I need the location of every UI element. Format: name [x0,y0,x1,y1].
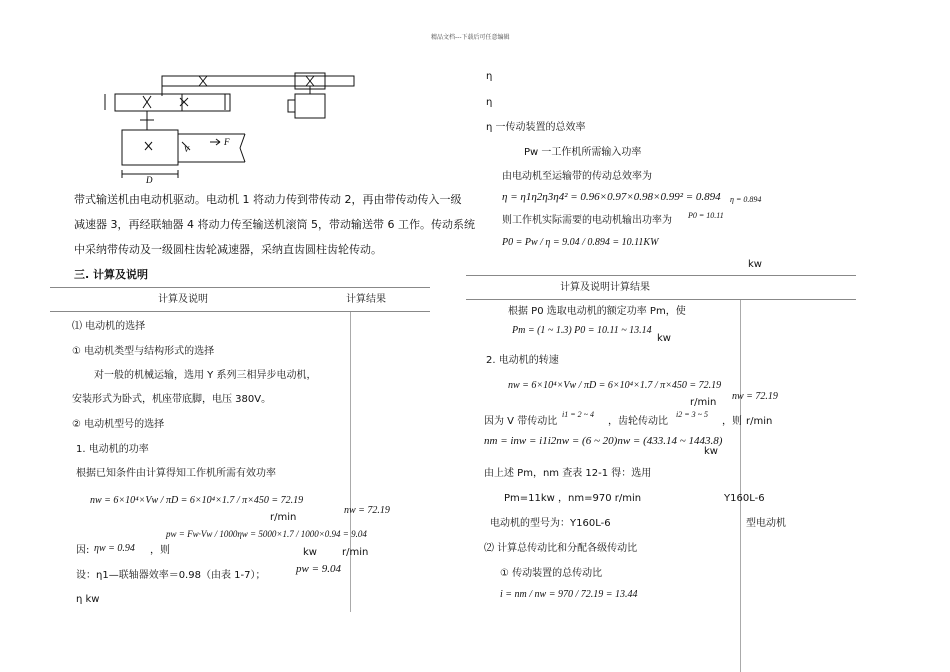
ratio-text-1: 因为 V 带传动比 [484,416,558,427]
total-ratio-heading: ① 传动装置的总传动比 [500,568,603,579]
formula-pw: pw = Fw·Vw / 1000ηw = 5000×1.7 / 1000×0.94 = 9.04 [166,529,367,539]
col-header-calc: 计算及说明 [158,294,208,305]
selected-model-result: Y160L-6 [724,493,765,504]
formula-nw-2: nw = 6×10⁴×Vw / πD = 6×10⁴×1.7 / π×450 = 72.19 [508,380,722,391]
intro-para-line-2: 减速器 3，再经联轴器 4 将动力传至输送机滚筒 5，带动输送带 6 工作。传动系统 [74,218,475,231]
col-header-result: 计算结果 [346,294,386,305]
diameter-label: D [146,175,153,184]
ratio-text-2: ，齿轮传动比 [608,416,668,427]
coupling-efficiency: 设：η1—联轴器效率＝0.98（由表 1-7）； [76,570,266,581]
motor-selection: ⑴ 电动机的选择 [72,321,146,332]
result-p0: P0 = 10.11 [688,211,724,220]
motor-type-text-2: 安装形式为卧式，机座带底脚，电压 380V。 [72,394,272,405]
selection-text: 由上述 Pm，nm 查表 12-1 得：选用 [484,468,652,479]
right-col-header: 计算及说明计算结果 [560,282,650,293]
transmission-diagram [100,72,360,184]
unit-rmin-4: r/min [746,416,773,427]
right-table-header-rule [466,299,856,300]
column-divider-left [350,312,351,612]
rated-power-text: 根据 P0 选取电动机的额定功率 Pm，使 [508,306,686,317]
intro-para-line-3: 中采纳带传动及一级圆柱齿轮减速器，采纳直齿圆柱齿轮传动。 [74,243,382,256]
selected-specs: Pm=11kw ，nm=970 r/min [504,493,642,504]
pw-definition: Pw 一工作机所需输入功率 [524,147,642,158]
motor-type-text-1: 对一般的机械运输，选用 Y 系列三相异步电动机， [94,370,317,381]
intro-para-line-1: 带式输送机由电动机驱动。电动机 1 将动力传到带传动 2，再由带传动传入一级 [74,193,462,206]
eta-kw: η kw [76,594,100,605]
output-power-intro: 则工作机实际需要的电动机输出功率为 [502,215,672,226]
unit-kw-3: kw [657,333,671,344]
result-pw: pw = 9.04 [296,563,342,575]
gear-ratio: i2 = 3 ~ 5 [676,410,708,419]
motor-type-heading: ① 电动机类型与结构形式的选择 [72,346,215,357]
ratio-text-3: ，则 [722,416,742,427]
result-eta: η = 0.894 [730,195,762,204]
result-nw: nw = 72.19 [344,505,390,516]
section-heading: 三. 计算及说明 [74,268,149,281]
unit-kw-4: kw [704,446,718,457]
result-nw-2: nw = 72.19 [732,391,778,402]
motor-speed-heading: 2. 电动机的转速 [486,355,559,366]
formula-eta: η = η1η2η3η4² = 0.96×0.97×0.98×0.99² = 0.894 [502,191,721,203]
motor-power-heading: 1. 电动机的功率 [76,444,149,455]
table-top-rule [50,287,430,288]
eta-definition: η 一传动装置的总效率 [486,122,586,133]
formula-p0: P0 = Pw / η = 9.04 / 0.894 = 10.11KW [502,237,659,248]
motor-model-text: 电动机的型号为：Y160L-6 [490,518,611,529]
efficiency-intro: 由电动机至运输带的传动总效率为 [502,171,652,182]
unit-kw-2: kw [748,259,762,270]
unit-rmin-2: r/min [342,547,369,558]
v-belt-ratio: i1 = 2 ~ 4 [562,410,594,419]
header-note: 精品文档---下载后可任意编辑 [431,34,510,41]
column-divider-right [740,300,741,672]
then-label: ，则 [150,545,170,556]
velocity-label: V [184,145,189,154]
motor-power-text: 根据已知条件由计算得知工作机所需有效功率 [76,468,276,479]
formula-nm: nm = inw = i1i2nw = (6 ~ 20)nw = (433.14 ~ 1443.8) [484,435,723,447]
eta-w-value: ηw = 0.94 [94,543,135,554]
ratio-section-heading: ⑵ 计算总传动比和分配各级传动比 [484,543,638,554]
formula-total-ratio: i = nm / nw = 970 / 72.19 = 13.44 [500,589,638,600]
unit-rmin-1: r/min [270,512,297,523]
force-label: F [224,137,230,147]
unit-kw-1: kw [303,547,317,558]
eta-line-2: η [486,97,493,108]
motor-type-result: 型电动机 [746,518,786,529]
formula-nw: nw = 6×10⁴×Vw / πD = 6×10⁴×1.7 / π×450 = 72.19 [90,495,304,506]
unit-rmin-3: r/min [690,397,717,408]
right-table-top-rule [466,275,856,276]
eta-line-1: η [486,71,493,82]
formula-pm: Pm = (1 ~ 1.3) P0 = 10.11 ~ 13.14 [512,325,652,336]
motor-model-heading: ② 电动机型号的选择 [72,419,165,430]
given-label: 因: [76,545,90,556]
table-header-rule [50,311,430,312]
